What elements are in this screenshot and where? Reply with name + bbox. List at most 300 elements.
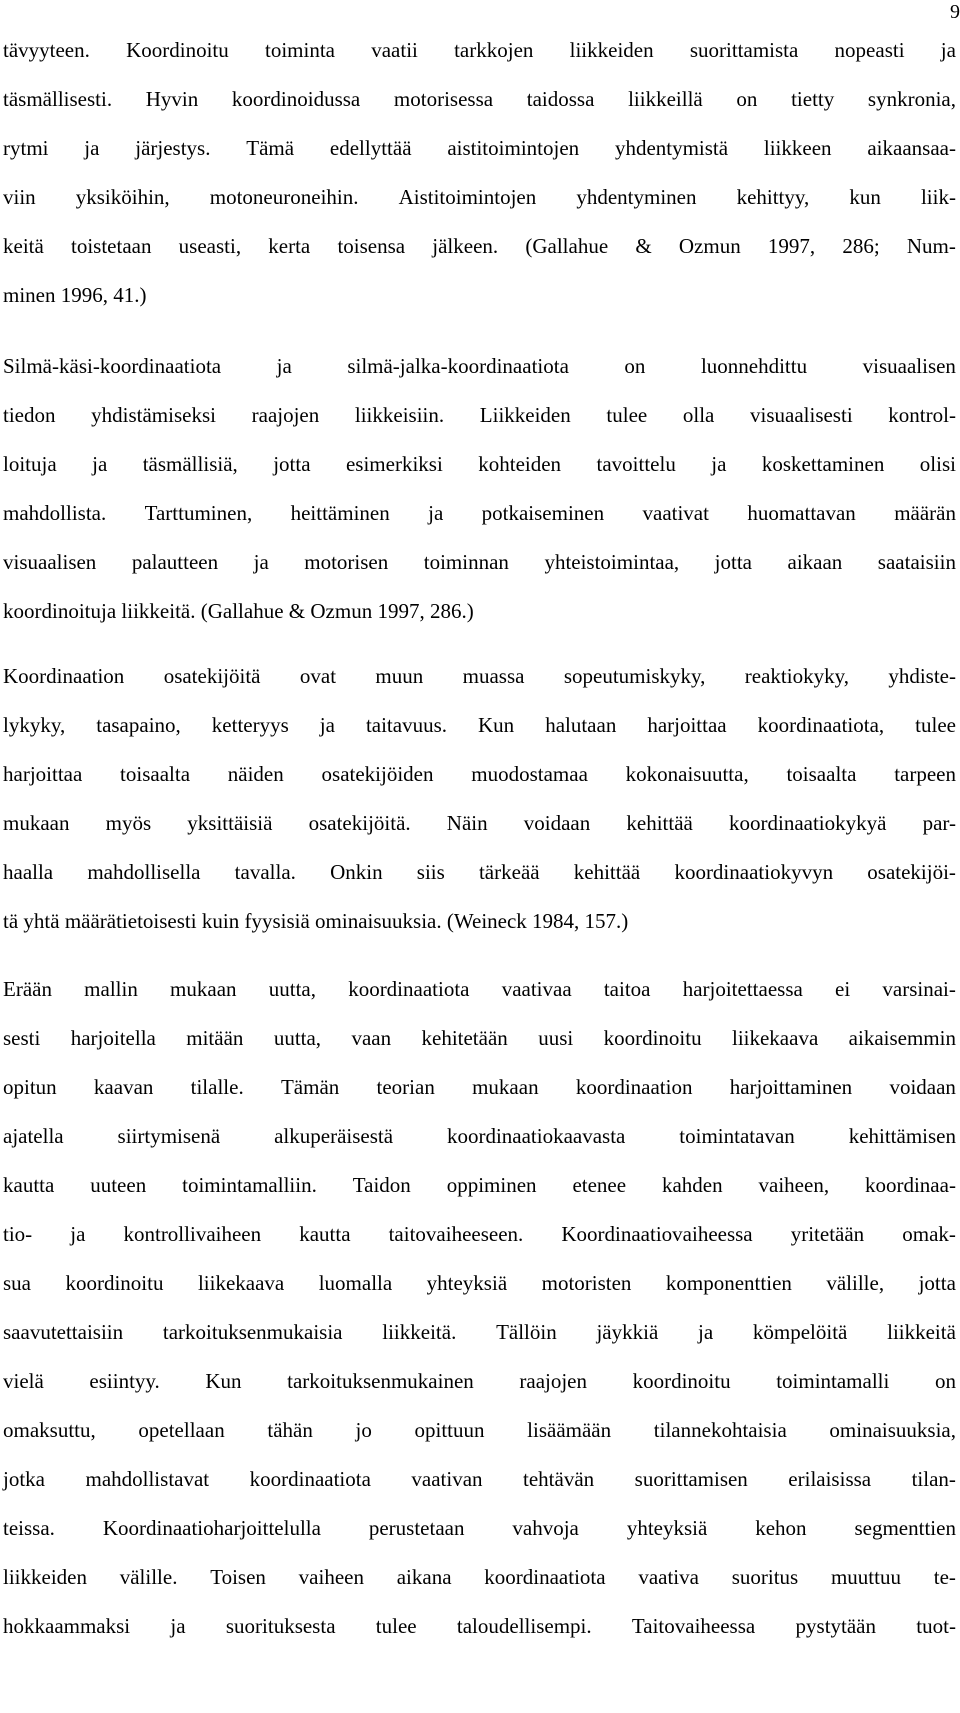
- word: Ozmun: [678, 234, 741, 258]
- word: kontrollivaiheen: [123, 1222, 262, 1246]
- word: ja: [698, 1320, 714, 1344]
- text-line: [3, 391, 956, 440]
- word: raajojen: [251, 403, 320, 427]
- word: koordinoitu: [65, 1271, 164, 1295]
- word: ja: [253, 550, 269, 574]
- word: ja: [940, 38, 956, 62]
- word: voidaan: [889, 1075, 956, 1099]
- word: esiintyy.: [89, 1369, 160, 1393]
- word: ketteryys: [211, 713, 289, 737]
- word: teissa.: [3, 1516, 55, 1540]
- word: opitun: [3, 1075, 57, 1099]
- text-line: [3, 1553, 956, 1602]
- word: ominaisuuksia,: [829, 1418, 956, 1442]
- word: koordinaatiokyvyn: [674, 860, 834, 884]
- word: Koordinaatioharjoittelulla: [102, 1516, 321, 1540]
- word: kautta: [3, 1173, 55, 1197]
- word: yhtä: [23, 909, 60, 933]
- word: luomalla: [318, 1271, 393, 1295]
- word: mallin: [84, 977, 138, 1001]
- word: yksiköihin,: [75, 185, 170, 209]
- word: mukaan: [3, 811, 70, 835]
- word: synkronia,: [867, 87, 956, 111]
- word: keitä: [3, 234, 44, 258]
- word: muodostamaa: [471, 762, 588, 786]
- text-line: [3, 848, 956, 897]
- word: koordinoituja: [3, 599, 117, 623]
- paragraph-3: [3, 652, 956, 946]
- word: olla: [682, 403, 715, 427]
- word: järjestys.: [135, 136, 211, 160]
- word: jotta: [273, 452, 311, 476]
- word: omak-: [902, 1222, 956, 1246]
- word: edellyttää: [329, 136, 412, 160]
- word: vaativaa: [501, 977, 572, 1001]
- word: liikkeillä: [628, 87, 703, 111]
- word: raajojen: [519, 1369, 587, 1393]
- word: kömpelöitä: [752, 1320, 848, 1344]
- word: Liikkeiden: [479, 403, 571, 427]
- word: osatekijöitä: [163, 664, 261, 688]
- word: täsmällisesti.: [3, 87, 113, 111]
- word: taitovaiheeseen.: [388, 1222, 524, 1246]
- word: kun: [849, 185, 881, 209]
- word: tilannekohtaisia: [653, 1418, 787, 1442]
- word: mahdollistavat: [85, 1467, 210, 1491]
- word: koskettaminen: [761, 452, 885, 476]
- word: Kun: [205, 1369, 242, 1393]
- word: ja: [84, 136, 100, 160]
- word: uutta,: [273, 1026, 322, 1050]
- word: tavalla.: [234, 860, 296, 884]
- word: viin: [3, 185, 36, 209]
- word: yhdistämiseksi: [91, 403, 216, 427]
- word: yhdentymistä: [614, 136, 729, 160]
- word: liikkeiden: [3, 1565, 87, 1589]
- word: koordinaatiokykyä: [729, 811, 887, 835]
- word: Taitovaiheessa: [631, 1614, 756, 1638]
- word: yhdiste-: [888, 664, 956, 688]
- word: Erään: [3, 977, 52, 1001]
- word: tulee: [606, 403, 648, 427]
- text-line: [3, 1210, 956, 1259]
- word: visuaalisesti: [750, 403, 853, 427]
- word: (Gallahue: [200, 599, 284, 623]
- word: on: [934, 1369, 956, 1393]
- text-line: [3, 587, 956, 636]
- word: suorituksesta: [225, 1614, 336, 1638]
- text-line: [3, 1014, 956, 1063]
- word: &: [288, 599, 306, 623]
- word: toimintamalliin.: [182, 1173, 317, 1197]
- text-line: [3, 1161, 956, 1210]
- word: toisensa: [337, 234, 406, 258]
- word: reaktiokyky,: [744, 664, 849, 688]
- word: motoneuroneihin.: [209, 185, 359, 209]
- word: Aistitoimintojen: [398, 185, 537, 209]
- word: harjoitella: [70, 1026, 156, 1050]
- word: välille,: [826, 1271, 885, 1295]
- word: kehittää: [626, 811, 693, 835]
- word: jälkeen.: [432, 234, 499, 258]
- text-line: [3, 1063, 956, 1112]
- text-line: [3, 222, 956, 271]
- text-line: [3, 440, 956, 489]
- text-line: [3, 701, 956, 750]
- word: opetellaan: [138, 1418, 225, 1442]
- word: ovat: [299, 664, 337, 688]
- word: taloudellisempi.: [456, 1614, 592, 1638]
- word: koordinaatiota: [484, 1565, 606, 1589]
- word: liikkeiden: [569, 38, 654, 62]
- word: siis: [416, 860, 445, 884]
- word: etenee: [572, 1173, 627, 1197]
- word: ja: [319, 713, 335, 737]
- word: on: [736, 87, 758, 111]
- text-line: [3, 26, 956, 75]
- word: mukaan: [472, 1075, 539, 1099]
- word: erilaisissa: [788, 1467, 872, 1491]
- word: motorisessa: [393, 87, 494, 111]
- word: ei: [835, 977, 851, 1001]
- word: par-: [922, 811, 956, 835]
- word: esimerkiksi: [345, 452, 443, 476]
- word: tilan-: [911, 1467, 956, 1491]
- word: harjoitettaessa: [682, 977, 803, 1001]
- word: toimintatavan: [679, 1124, 795, 1148]
- text-line: [3, 1308, 956, 1357]
- text-line: [3, 489, 956, 538]
- word: tarkoituksenmukaisia: [162, 1320, 343, 1344]
- word: uuteen: [90, 1173, 147, 1197]
- text-line: [3, 75, 956, 124]
- word: kohteiden: [478, 452, 562, 476]
- word: nopeasti: [834, 38, 905, 62]
- word: vaatii: [371, 38, 418, 62]
- word: kehittämisen: [848, 1124, 956, 1148]
- word: sua: [3, 1271, 31, 1295]
- word: koordinoitu: [603, 1026, 702, 1050]
- word: välille.: [119, 1565, 178, 1589]
- word: taidossa: [526, 87, 595, 111]
- text-line: [3, 1357, 956, 1406]
- word: Tämän: [280, 1075, 340, 1099]
- word: mahdollisella: [87, 860, 201, 884]
- word: kerta: [268, 234, 311, 258]
- word: kehittää: [573, 860, 641, 884]
- page-number: 9: [950, 1, 960, 23]
- word: koordinaatiota,: [757, 713, 885, 737]
- word: kaavan: [93, 1075, 154, 1099]
- paragraph-2: [3, 342, 956, 636]
- word: liikkeisiin.: [354, 403, 445, 427]
- word: aikana: [396, 1565, 452, 1589]
- word: yhteyksiä: [626, 1516, 708, 1540]
- word: saavutettaisiin: [3, 1320, 124, 1344]
- word: koordinaatiota: [249, 1467, 371, 1491]
- word: vaativan: [411, 1467, 483, 1491]
- word: jotka: [3, 1467, 45, 1491]
- word: pystytään: [795, 1614, 876, 1638]
- word: ja: [70, 1222, 86, 1246]
- word: kehitetään: [421, 1026, 508, 1050]
- word: liikekaava: [197, 1271, 285, 1295]
- word: ja: [428, 501, 444, 525]
- word: tiedon: [3, 403, 56, 427]
- word: Näin: [446, 811, 488, 835]
- word: taitoa: [603, 977, 651, 1001]
- text-line: [3, 652, 956, 701]
- text-line: [3, 965, 956, 1014]
- word: 1997,: [767, 234, 816, 258]
- word: Onkin: [330, 860, 383, 884]
- word: tehtävän: [523, 1467, 595, 1491]
- word: tärkeää: [478, 860, 540, 884]
- word: tulee: [375, 1614, 417, 1638]
- word: jo: [355, 1418, 372, 1442]
- word: Koordinoitu: [126, 38, 229, 62]
- word: silmä-jalka-koordinaatiota: [347, 354, 569, 378]
- word: 1997,: [377, 599, 425, 623]
- word: 1996,: [60, 283, 108, 307]
- word: koordinoidussa: [231, 87, 361, 111]
- word: vahvoja: [512, 1516, 579, 1540]
- word: Toisen: [210, 1565, 266, 1589]
- word: lykyky,: [3, 713, 66, 737]
- word: harjoittaa: [647, 713, 727, 737]
- word: mahdollista.: [3, 501, 107, 525]
- word: sopeutumiskyky,: [563, 664, 706, 688]
- word: kokonaisuutta,: [625, 762, 749, 786]
- word: osatekijöitä.: [308, 811, 411, 835]
- word: yhteistoimintaa,: [544, 550, 680, 574]
- word: toisaalta: [786, 762, 857, 786]
- word: 286.): [429, 599, 474, 623]
- word: motorisen: [304, 550, 389, 574]
- word: 157.): [584, 909, 629, 933]
- word: kontrol-: [888, 403, 956, 427]
- word: osatekijöi-: [867, 860, 956, 884]
- word: aikaan: [787, 550, 843, 574]
- word: Ozmun: [310, 599, 373, 623]
- word: toistetaan: [71, 234, 152, 258]
- word: mitään: [186, 1026, 244, 1050]
- word: täsmällisiä,: [142, 452, 238, 476]
- word: muun: [375, 664, 424, 688]
- word: liikkeitä: [887, 1320, 956, 1344]
- word: ja: [92, 452, 108, 476]
- word: toiminnan: [423, 550, 509, 574]
- word: osatekijöiden: [321, 762, 434, 786]
- word: yksittäisiä: [187, 811, 273, 835]
- text-line: [3, 124, 956, 173]
- word: saataisiin: [877, 550, 956, 574]
- word: ja: [170, 1614, 186, 1638]
- word: aikaisemmin: [848, 1026, 956, 1050]
- word: omaksuttu,: [3, 1418, 96, 1442]
- word: rytmi: [3, 136, 49, 160]
- word: yritetään: [790, 1222, 865, 1246]
- word: kehittyy,: [736, 185, 810, 209]
- word: kautta: [299, 1222, 351, 1246]
- word: visuaalisen: [862, 354, 956, 378]
- word: perustetaan: [368, 1516, 465, 1540]
- word: Koordinaatiovaiheessa: [561, 1222, 753, 1246]
- word: kehon: [755, 1516, 807, 1540]
- word: ja: [276, 354, 292, 378]
- word: Silmä-käsi-koordinaatiota: [3, 354, 222, 378]
- word: Taidon: [352, 1173, 411, 1197]
- word: vaan: [351, 1026, 392, 1050]
- word: &: [635, 234, 652, 258]
- word: halutaan: [545, 713, 617, 737]
- word: suorittamisen: [634, 1467, 748, 1491]
- word: vaiheen: [298, 1565, 364, 1589]
- word: suorittamista: [689, 38, 799, 62]
- word: liik-: [920, 185, 956, 209]
- text-line: [3, 897, 956, 946]
- word: luonnehdittu: [700, 354, 808, 378]
- word: Kun: [478, 713, 515, 737]
- word: yhteyksiä: [426, 1271, 508, 1295]
- word: toisaalta: [120, 762, 191, 786]
- word: oppiminen: [446, 1173, 537, 1197]
- word: koordinaation: [575, 1075, 693, 1099]
- word: Tarttuminen,: [144, 501, 253, 525]
- word: tähän: [267, 1418, 313, 1442]
- word: liikkeitä.: [382, 1320, 457, 1344]
- word: aistitoimintojen: [447, 136, 580, 160]
- text-line: [3, 173, 956, 222]
- word: Koordinaation: [3, 664, 125, 688]
- word: te-: [933, 1565, 956, 1589]
- word: harjoittaa: [3, 762, 83, 786]
- word: palautteen: [131, 550, 219, 574]
- word: yhdentyminen: [576, 185, 697, 209]
- word: tarpeen: [894, 762, 956, 786]
- text-line: [3, 342, 956, 391]
- text-line: [3, 1602, 956, 1651]
- word: toiminta: [265, 38, 335, 62]
- word: (Gallahue: [525, 234, 609, 258]
- word: fyysisiä: [244, 909, 310, 933]
- text-line: [3, 1406, 956, 1455]
- word: lisäämään: [527, 1418, 612, 1442]
- word: tarkkojen: [454, 38, 534, 62]
- word: komponenttien: [665, 1271, 792, 1295]
- word: aikaansaa-: [867, 136, 956, 160]
- word: tarkoituksenmukainen: [287, 1369, 474, 1393]
- word: kuin: [201, 909, 240, 933]
- word: tävyyteen.: [3, 38, 90, 62]
- word: haalla: [3, 860, 54, 884]
- word: visuaalisen: [3, 550, 97, 574]
- word: tasapaino,: [96, 713, 181, 737]
- word: ajatella: [3, 1124, 64, 1148]
- word: jäykkiä: [596, 1320, 659, 1344]
- word: tavoittelu: [596, 452, 676, 476]
- word: alkuperäisestä: [274, 1124, 394, 1148]
- word: liikkeitä.: [121, 599, 196, 623]
- word: toimintamalli: [776, 1369, 890, 1393]
- word: on: [624, 354, 646, 378]
- word: liikkeen: [763, 136, 832, 160]
- word: voidaan: [523, 811, 591, 835]
- word: mukaan: [170, 977, 237, 1001]
- word: tulee: [915, 713, 956, 737]
- word: minen: [3, 283, 56, 307]
- word: olisi: [919, 452, 956, 476]
- word: jotta: [918, 1271, 956, 1295]
- text-line: [3, 1259, 956, 1308]
- word: ominaisuuksia.: [315, 909, 442, 933]
- text-line: [3, 1504, 956, 1553]
- word: koordinaatiota: [348, 977, 470, 1001]
- paragraph-4: [3, 965, 956, 1651]
- word: määrätietoisesti: [64, 909, 197, 933]
- word: 41.): [113, 283, 147, 307]
- text-line: [3, 1455, 956, 1504]
- word: Tällöin: [496, 1320, 557, 1344]
- word: harjoittaminen: [729, 1075, 853, 1099]
- word: myös: [105, 811, 152, 835]
- word: näiden: [227, 762, 284, 786]
- word: koordinoitu: [632, 1369, 731, 1393]
- word: (Weineck: [446, 909, 527, 933]
- word: koordinaa-: [864, 1173, 956, 1197]
- paragraph-1: [3, 26, 956, 320]
- word: tuot-: [916, 1614, 956, 1638]
- word: vielä: [3, 1369, 44, 1393]
- word: segmenttien: [854, 1516, 956, 1540]
- word: vaiheen,: [758, 1173, 830, 1197]
- word: loituja: [3, 452, 57, 476]
- word: tä: [3, 909, 19, 933]
- word: siirtymisenä: [117, 1124, 221, 1148]
- word: ja: [711, 452, 727, 476]
- word: kahden: [661, 1173, 723, 1197]
- word: sesti: [3, 1026, 41, 1050]
- word: Hyvin: [145, 87, 199, 111]
- word: uusi: [538, 1026, 574, 1050]
- text-line: [3, 538, 956, 587]
- word: huomattavan: [747, 501, 856, 525]
- word: muassa: [462, 664, 525, 688]
- word: opittuun: [414, 1418, 485, 1442]
- word: hokkaammaksi: [3, 1614, 131, 1638]
- word: määrän: [894, 501, 956, 525]
- word: koordinaatiokaavasta: [446, 1124, 626, 1148]
- word: tilalle.: [190, 1075, 244, 1099]
- word: vaativat: [642, 501, 709, 525]
- word: Tämä: [246, 136, 295, 160]
- word: liikekaava: [731, 1026, 819, 1050]
- text-line: [3, 750, 956, 799]
- word: motoristen: [541, 1271, 632, 1295]
- word: Num-: [906, 234, 956, 258]
- word: 1984,: [532, 909, 580, 933]
- word: tio-: [3, 1222, 33, 1246]
- word: suoritus: [731, 1565, 799, 1589]
- word: vaativa: [638, 1565, 699, 1589]
- text-line: [3, 1112, 956, 1161]
- word: uutta,: [268, 977, 316, 1001]
- text-line: [3, 799, 956, 848]
- word: muuttuu: [830, 1565, 901, 1589]
- word: potkaiseminen: [481, 501, 605, 525]
- word: tietty: [791, 87, 835, 111]
- word: useasti,: [178, 234, 242, 258]
